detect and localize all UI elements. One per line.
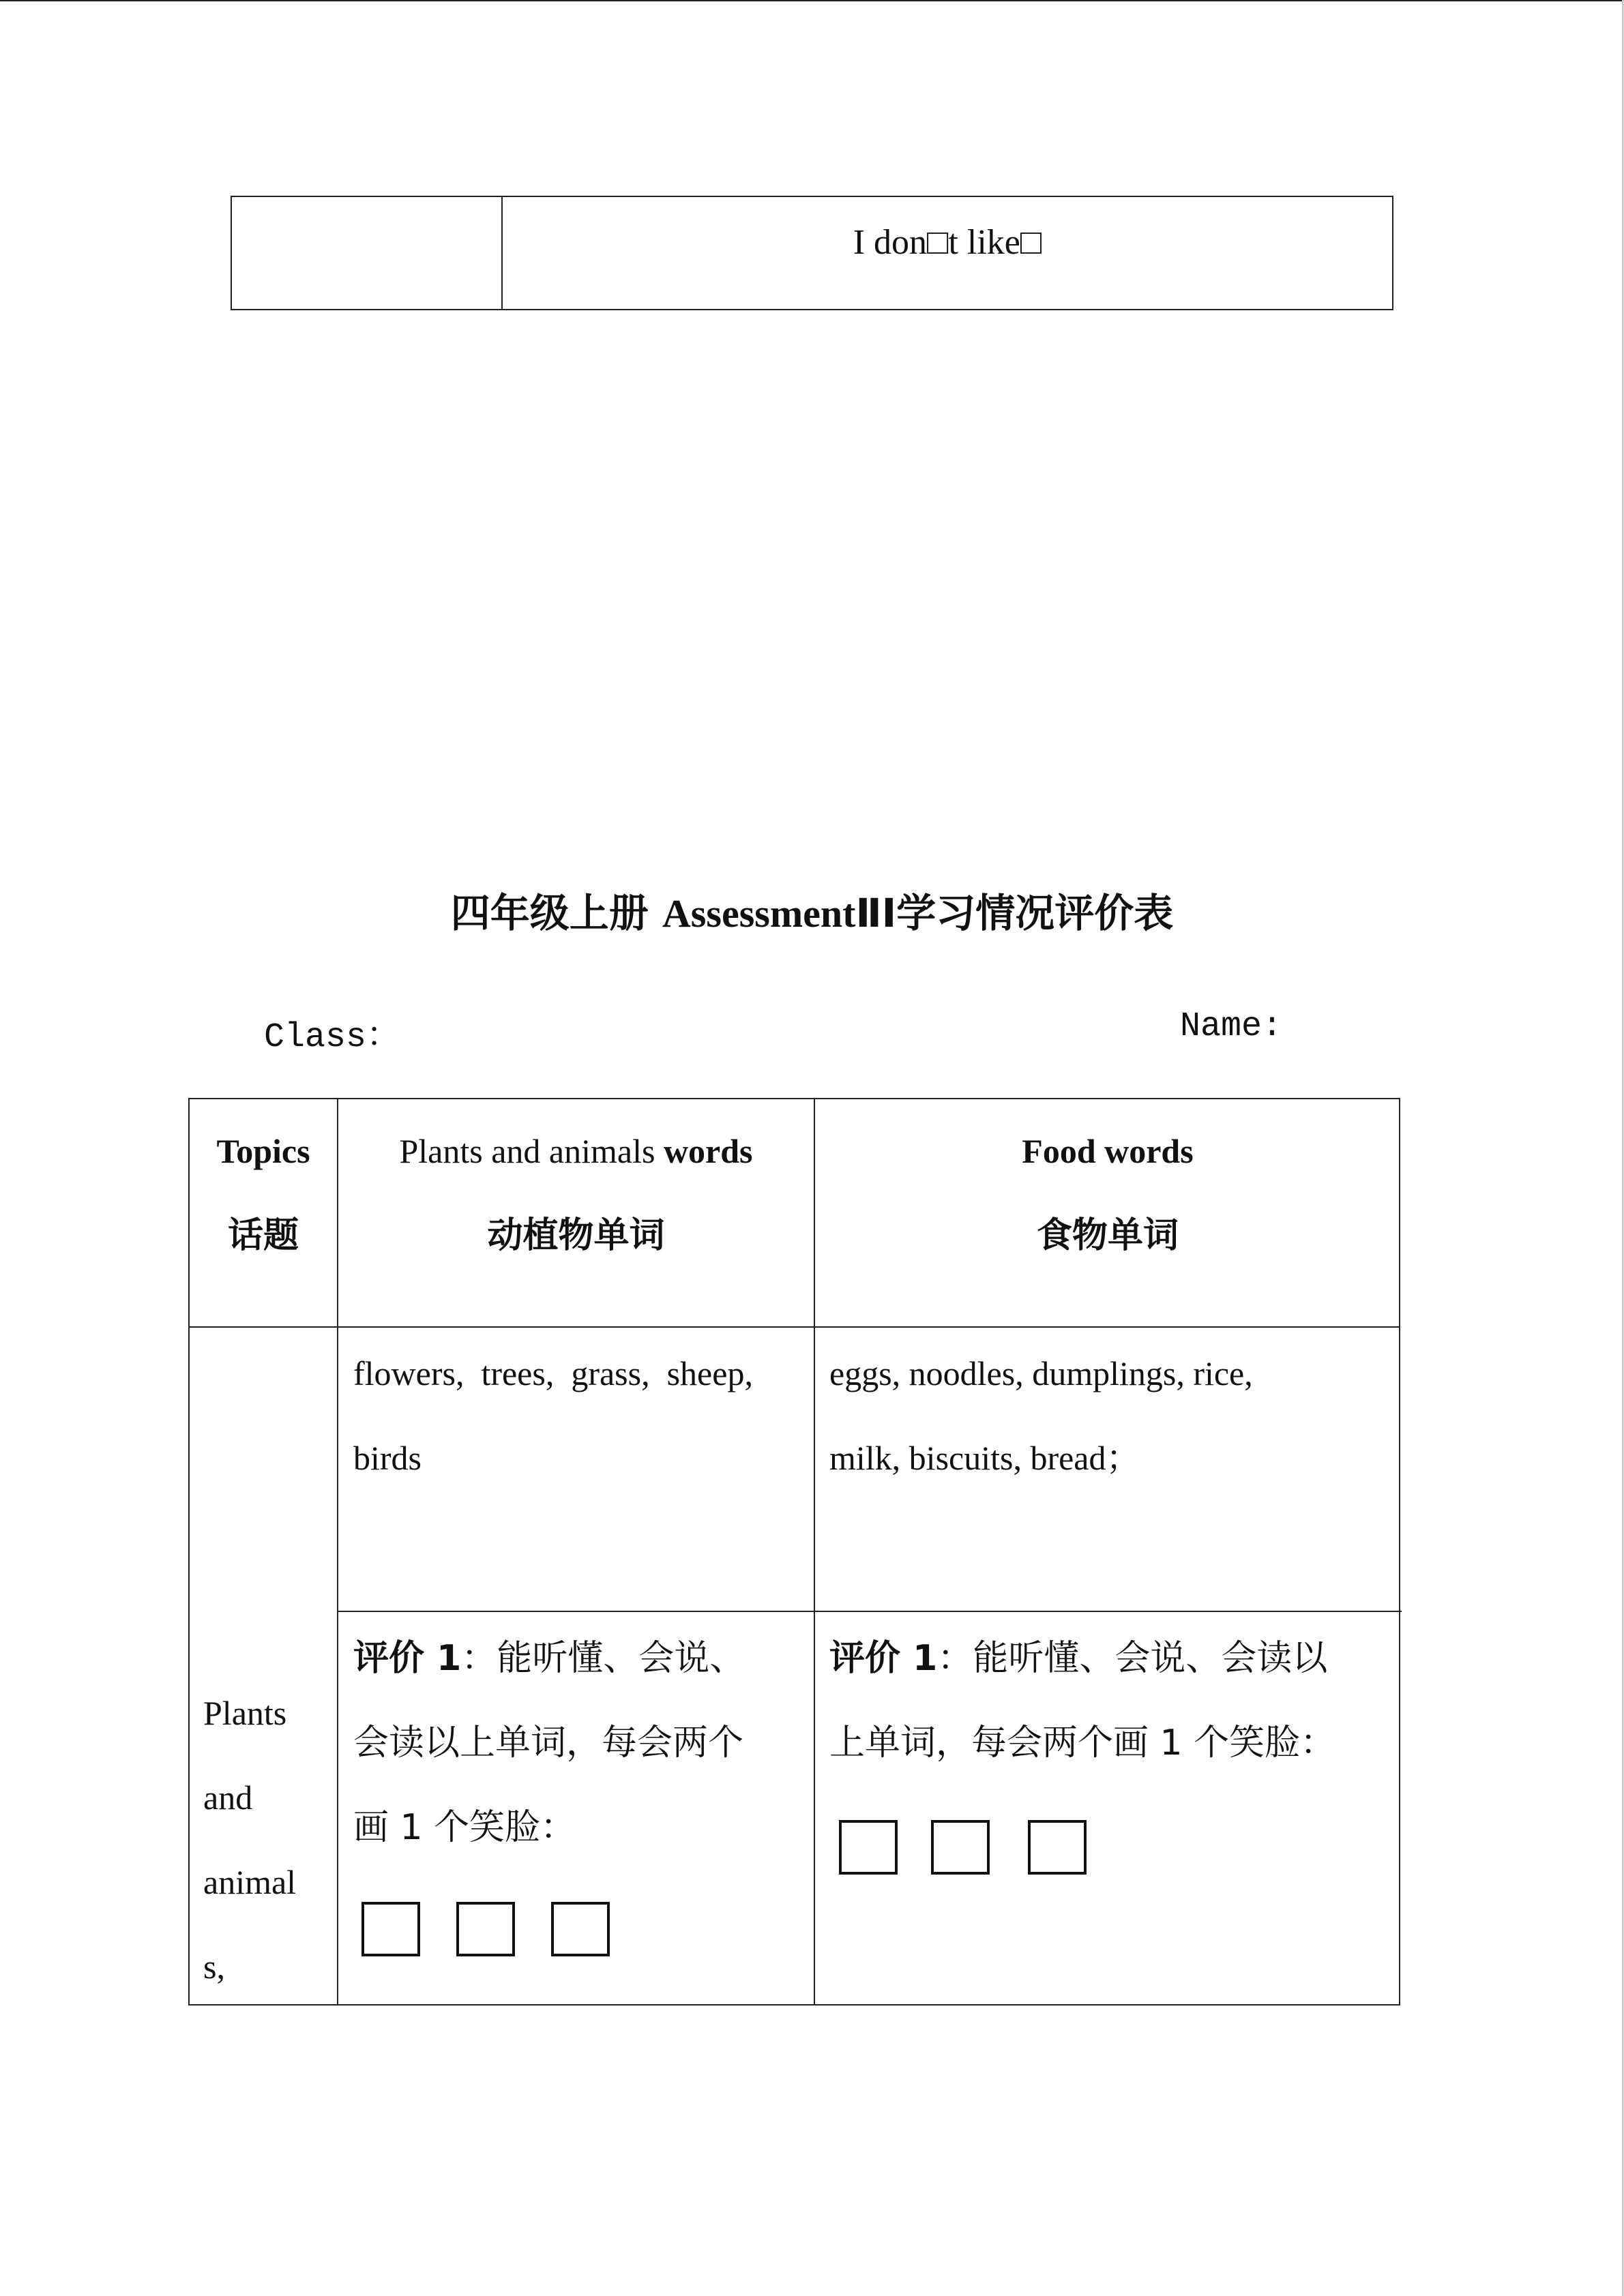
food-words-cell [829, 1331, 1389, 1500]
food-face-box-3[interactable] [1028, 1820, 1087, 1875]
plants-face-box-3[interactable] [551, 1902, 610, 1956]
topic-line-4: s, [203, 1948, 225, 1986]
plants-words-line-1: flowers, trees, grass, sheep, [353, 1354, 753, 1392]
food-words-line-1: eggs, noodles, dumplings, rice, [829, 1354, 1253, 1392]
food-face-box-2[interactable] [931, 1820, 990, 1875]
header-topics-en: Topics [216, 1132, 310, 1170]
table-hline-header [190, 1326, 1399, 1328]
food-eval-colon: ： [937, 1638, 973, 1679]
food-eval-text-1: 能听懂、会说、会读以 [973, 1638, 1328, 1679]
food-eval-line-2: 上单词，每会两个画 1 个笑脸： [829, 1723, 1336, 1763]
food-eval-label: 评价 1 [829, 1638, 938, 1679]
fragment-table [231, 196, 1393, 310]
food-evaluation-cell [829, 1616, 1389, 1785]
header-topics-cn: 话题 [227, 1215, 299, 1256]
topic-cell [203, 1671, 333, 2009]
page-title [0, 890, 1624, 938]
plants-eval-colon: ： [461, 1638, 497, 1679]
header-plants-animals [338, 1109, 814, 1278]
plants-words-line-2: birds [353, 1439, 422, 1477]
header-plants-animals-bold: words [663, 1132, 753, 1170]
header-plants-animals-plain: Plants and animals [399, 1132, 664, 1170]
plants-words-cell [353, 1331, 803, 1500]
name-label: Name: [1180, 1007, 1283, 1046]
title-cjk-prefix: 四年级上册 [450, 890, 662, 936]
assessment-table [188, 1098, 1400, 2006]
header-food-cn: 食物单词 [1036, 1215, 1179, 1256]
topic-line-2: and [203, 1778, 253, 1817]
header-food-en: Food words [1022, 1132, 1194, 1170]
plants-evaluation-cell [353, 1616, 803, 1870]
food-words-line-2: milk, biscuits, bread； [829, 1439, 1140, 1477]
table-hline-evaluation [337, 1611, 1402, 1612]
plants-eval-line-3: 画 1 个笑脸： [353, 1807, 576, 1848]
plants-eval-label: 评价 1 [353, 1638, 462, 1679]
header-plants-animals-cn: 动植物单词 [487, 1215, 665, 1256]
plants-eval-line-2: 会读以上单词，每会两个 [353, 1723, 744, 1763]
topic-line-1: Plants [203, 1694, 287, 1732]
header-topics [190, 1109, 337, 1278]
page-top-border [0, 0, 1624, 1]
food-eval-line-1 [829, 1616, 1389, 1701]
fragment-text: I don□t like□ [853, 223, 1042, 262]
title-assessment: Assessment [662, 891, 856, 936]
plants-eval-line-1 [353, 1616, 803, 1701]
plants-eval-text-1: 能听懂、会说、 [497, 1638, 745, 1679]
header-plants-animals-en [338, 1109, 814, 1193]
food-face-box-1[interactable] [839, 1820, 898, 1875]
class-label: Class： [264, 1018, 401, 1057]
topic-line-3: animal [203, 1863, 297, 1901]
plants-face-box-2[interactable] [456, 1902, 515, 1956]
plants-face-box-1[interactable] [361, 1902, 420, 1956]
title-cjk-suffix: ⅡI学习情况评价表 [855, 890, 1174, 936]
header-food [815, 1109, 1400, 1278]
